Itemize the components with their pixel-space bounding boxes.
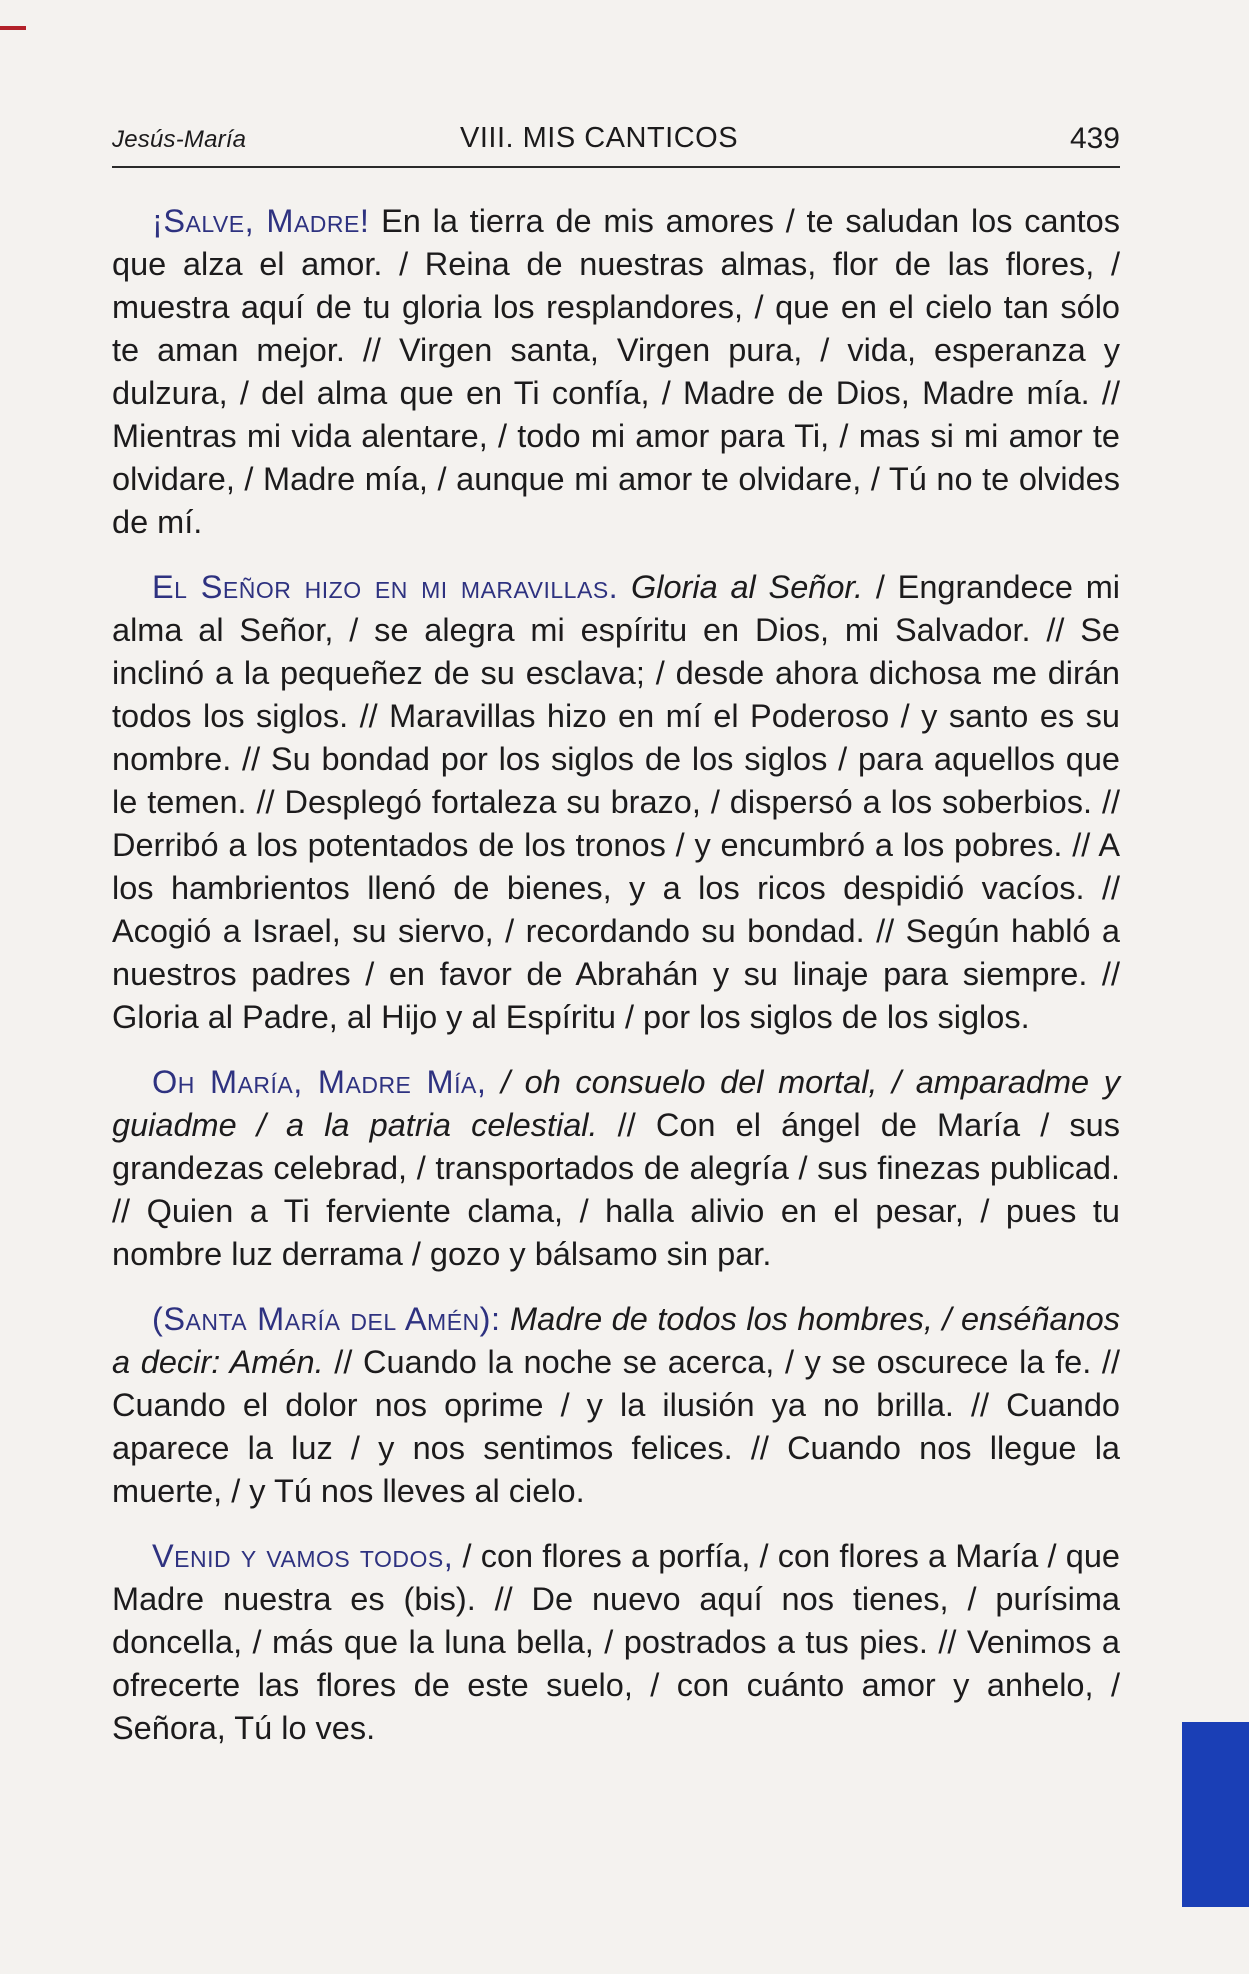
song-title: Venid y vamos todos, (152, 1538, 454, 1574)
page-header (112, 122, 1120, 168)
page-number: 439 (1069, 122, 1120, 155)
section-title: VIII. MIS CANTICOS (460, 122, 739, 154)
song-title: Oh María, Madre Mía, (152, 1064, 487, 1100)
song-title: (Santa María del Amén): (152, 1301, 501, 1337)
song-italic-refrain: / oh consuelo del mortal, / amparadme y guiadme / a la patria celestial. (112, 1064, 1121, 1143)
corner-mark (0, 26, 26, 30)
song-santa-maria-del-amen (112, 1298, 1120, 1513)
song-venid-y-vamos-todos (112, 1535, 1120, 1750)
song-text: / con flores a porfía, / con flores a María / que Madre nuestra es (bis). // De nuevo aquí nos tienes, / purísima doncella, / más que la luna bella, / postrados a tus pies. // Venimos a ofrecerte las flores de este suelo, / con cuánto amor y anhelo, / Señora, Tú lo ves. (112, 1538, 1120, 1746)
song-italic-refrain: Madre de todos los hombres, / enséñanos a decir: Amén. (112, 1301, 1120, 1380)
page-body (112, 200, 1120, 1772)
song-text: / Engrandece mi alma al Señor, / se alegra mi espíritu en Dios, mi Salvador. // Se inclinó a la pequeñez de su esclava; / desde ahora dichosa me dirán todos los siglos. // Maravillas hizo en mí el Poderoso / y santo es su nombre. // Su bondad por los siglos de los siglos / para aquellos que le temen. // Desplegó fortaleza su brazo, / dispersó a los soberbios. // Derribó a los potentados de los tronos / y encumbró a los pobres. // A los hambrientos llenó de bienes, y a los ricos despidió vacíos. // Acogió a Israel, su siervo, / recordando su bondad. // Según habló a nuestros padres / en favor de Abrahán y su linaje para siempre. // Gloria al Padre, al Hijo y al Espíritu / por los siglos de los siglos. (112, 569, 1121, 1035)
thumb-index-tab (1182, 1722, 1249, 1907)
song-title: El Señor hizo en mi maravillas. (152, 569, 619, 605)
song-text: // Con el ángel de María / sus grandezas celebrad, / transportados de alegría / sus finezas publicad. // Quien a Ti ferviente clama, / halla alivio en el pesar, / pues tu nombre luz derrama / gozo y bálsamo sin par. (112, 1107, 1120, 1272)
song-oh-maria (112, 1061, 1120, 1276)
song-italic-refrain: Gloria al Señor. (618, 569, 864, 605)
song-title: ¡Salve, Madre! (152, 203, 370, 239)
song-text: En la tierra de mis amores / te saludan los cantos que alza el amor. / Reina de nuestras almas, flor de las flores, / muestra aquí de tu gloria los resplandores, / que en el cielo tan sólo te aman mejor. // Virgen santa, Virgen pura, / vida, esperanza y dulzura, / del alma que en Ti confía, / Madre de Dios, Madre mía. // Mientras mi vida alentare, / todo mi amor para Ti, / mas si mi amor te olvidare, / Madre mía, / aunque mi amor te olvidare, / Tú no te olvides de mí. (112, 203, 1121, 540)
song-text: // Cuando la noche se acerca, / y se oscurece la fe. // Cuando el dolor nos oprime / y la ilusión ya no brilla. // Cuando aparece la luz / y nos sentimos felices. // Cuando nos llegue la muerte, / y Tú nos lleves al cielo. (112, 1344, 1120, 1509)
running-head: Jesús-María (112, 126, 247, 153)
song-salve-madre (112, 200, 1120, 544)
song-magnificat (112, 566, 1120, 1039)
